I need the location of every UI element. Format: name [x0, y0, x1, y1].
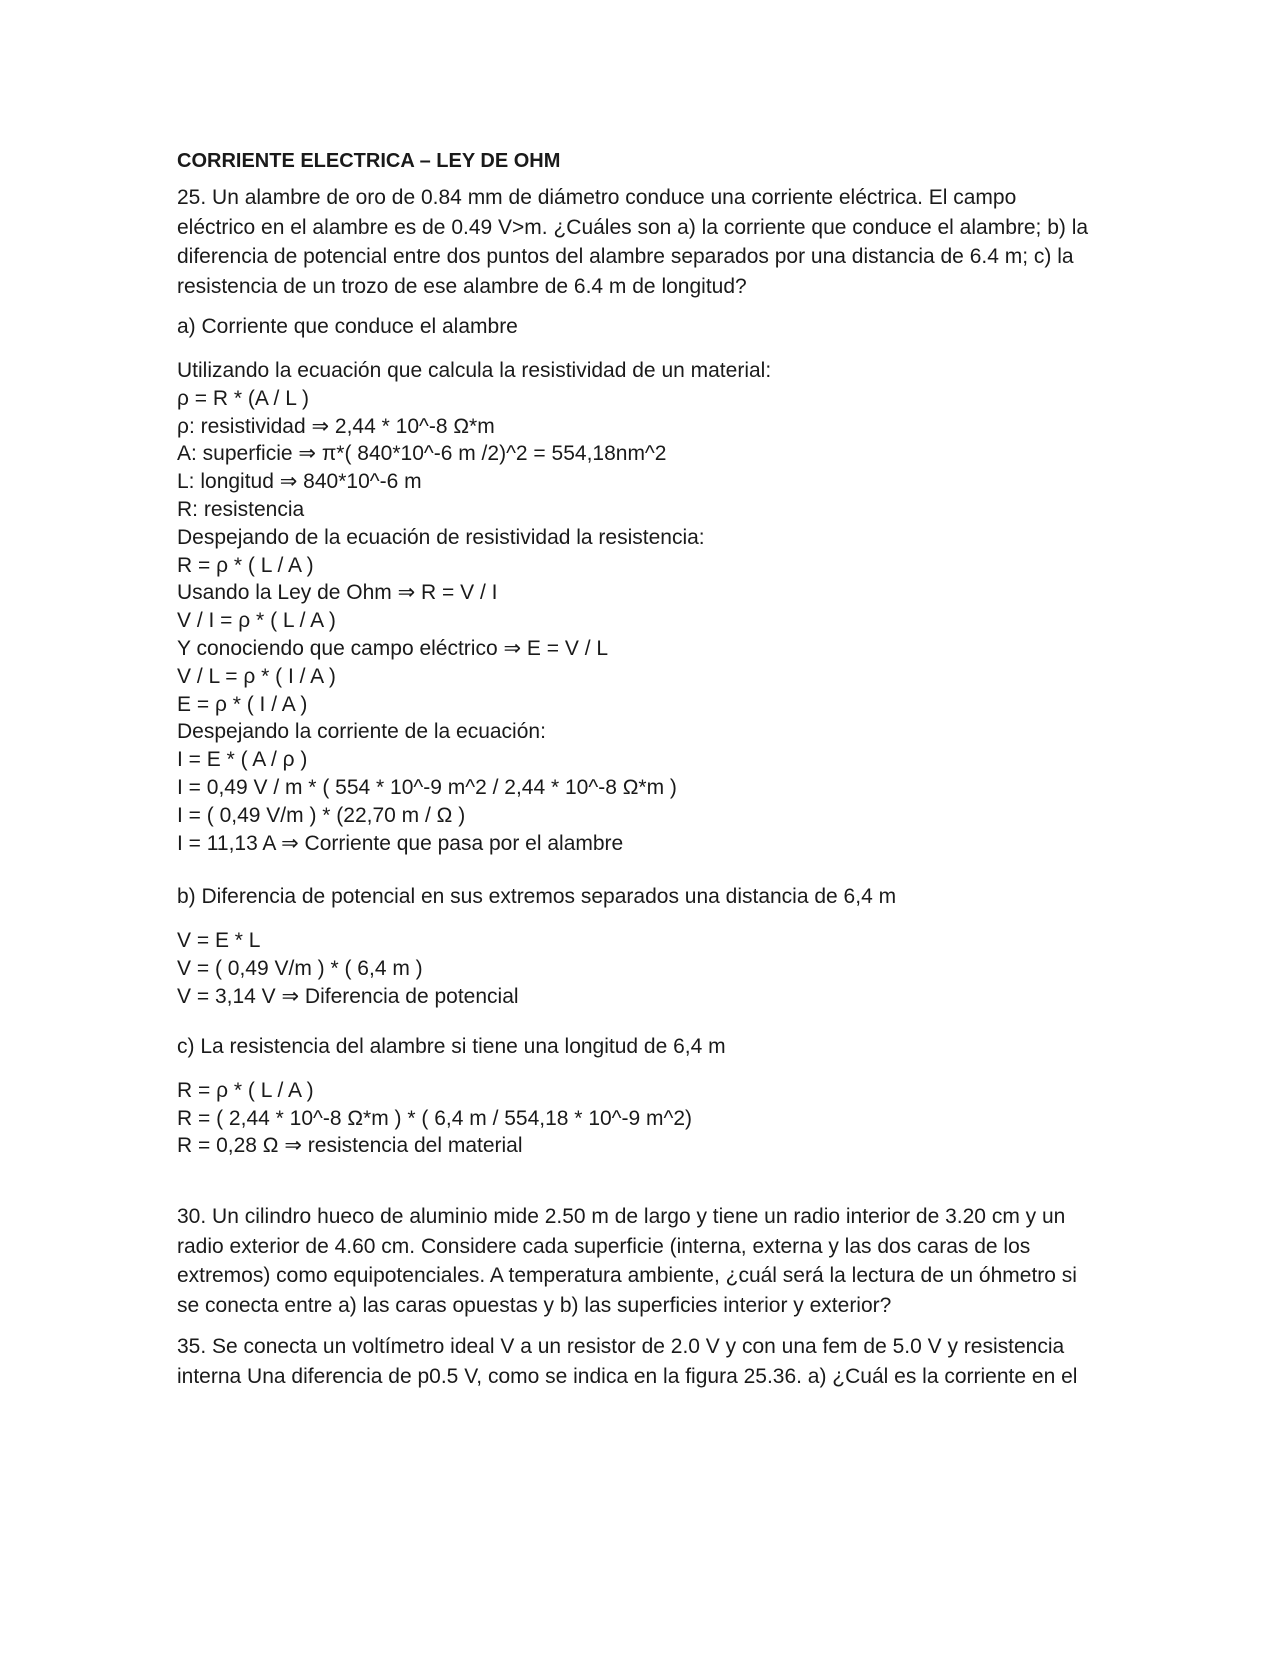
part-c-solution — [177, 1077, 1097, 1160]
solution-line: R = 0,28 Ω ⇒ resistencia del material — [177, 1134, 523, 1158]
part-b-solution — [177, 927, 1097, 1010]
solution-line: I = 0,49 V / m * ( 554 * 10^-9 m^2 / 2,44 * 10^-8 Ω*m ) — [177, 775, 677, 799]
solution-line: I = ( 0,49 V/m ) * (22,70 m / Ω ) — [177, 803, 466, 827]
solution-line: L: longitud ⇒ 840*10^-6 m — [177, 470, 422, 494]
solution-line: R: resistencia — [177, 497, 305, 521]
part-a-heading: a) Corriente que conduce el alambre — [177, 315, 518, 338]
solution-line: E = ρ * ( I / A ) — [177, 692, 308, 716]
solution-line: Despejando la corriente de la ecuación: — [177, 720, 546, 744]
solution-line: R = ( 2,44 * 10^-8 Ω*m ) * ( 6,4 m / 554,18 * 10^-9 m^2) — [177, 1106, 693, 1130]
part-c-heading: c) La resistencia del alambre si tiene una longitud de 6,4 m — [177, 1034, 726, 1058]
document-page — [177, 147, 1097, 1403]
solution-line: V / L = ρ * ( I / A ) — [177, 664, 336, 688]
solution-line: V = E * L — [177, 929, 261, 953]
solution-line: A: superficie ⇒ π*( 840*10^-6 m /2)^2 = 554,18nm^2 — [177, 442, 667, 466]
solution-line: Y conociendo que campo eléctrico ⇒ E = V / L — [177, 636, 609, 660]
solution-line: V / I = ρ * ( L / A ) — [177, 609, 336, 633]
solution-line: I = E * ( A / ρ ) — [177, 748, 308, 772]
solution-line: Despejando de la ecuación de resistividad la resistencia: — [177, 525, 705, 549]
solution-line: V = 3,14 V ⇒ Diferencia de potencial — [177, 984, 519, 1008]
solution-line: Usando la Ley de Ohm ⇒ R = V / I — [177, 581, 498, 605]
problem-35-statement: 35. Se conecta un voltímetro ideal V a un resistor de 2.0 V y con una fem de 5.0 V y resistencia interna Una diferencia de p0.5 V, como se indica en la figura 25.36. a) ¿Cuál es la corriente en el — [177, 1335, 1078, 1388]
problem-30-statement: 30. Un cilindro hueco de aluminio mide 2.50 m de largo y tiene un radio interior de 3.20 cm y un radio exterior de 4.60 cm. Considere cada superficie (interna, externa y las dos caras de los extremos) como equipotenciales. A temperatura ambiente, ¿cuál será la lectura de un óhmetro si se conecta entre a) las caras opuestas y b) las superficies interior y exterior? — [177, 1205, 1077, 1317]
solution-line: ρ = R * (A / L ) — [177, 386, 309, 410]
solution-line: V = ( 0,49 V/m ) * ( 6,4 m ) — [177, 957, 423, 981]
part-a-solution — [177, 357, 1097, 857]
part-b-heading: b) Diferencia de potencial en sus extremos separados una distancia de 6,4 m — [177, 885, 897, 909]
solution-line: I = 11,13 A ⇒ Corriente que pasa por el alambre — [177, 831, 624, 855]
problem-25-statement: 25. Un alambre de oro de 0.84 mm de diámetro conduce una corriente eléctrica. El campo eléctrico en el alambre es de 0.49 V>m. ¿Cuáles son a) la corriente que conduce el alambre; b) la diferencia de potencial entre dos puntos del alambre separados por una distancia de 6.4 m; c) la resistencia de un trozo de ese alambre de 6.4 m de longitud? — [177, 186, 1089, 298]
document-title: CORRIENTE ELECTRICA – LEY DE OHM — [177, 150, 561, 172]
solution-line: R = ρ * ( L / A ) — [177, 1078, 314, 1102]
solution-line: R = ρ * ( L / A ) — [177, 553, 314, 577]
solution-line: Utilizando la ecuación que calcula la resistividad de un material: — [177, 359, 772, 382]
solution-line: ρ: resistividad ⇒ 2,44 * 10^-8 Ω*m — [177, 414, 495, 438]
